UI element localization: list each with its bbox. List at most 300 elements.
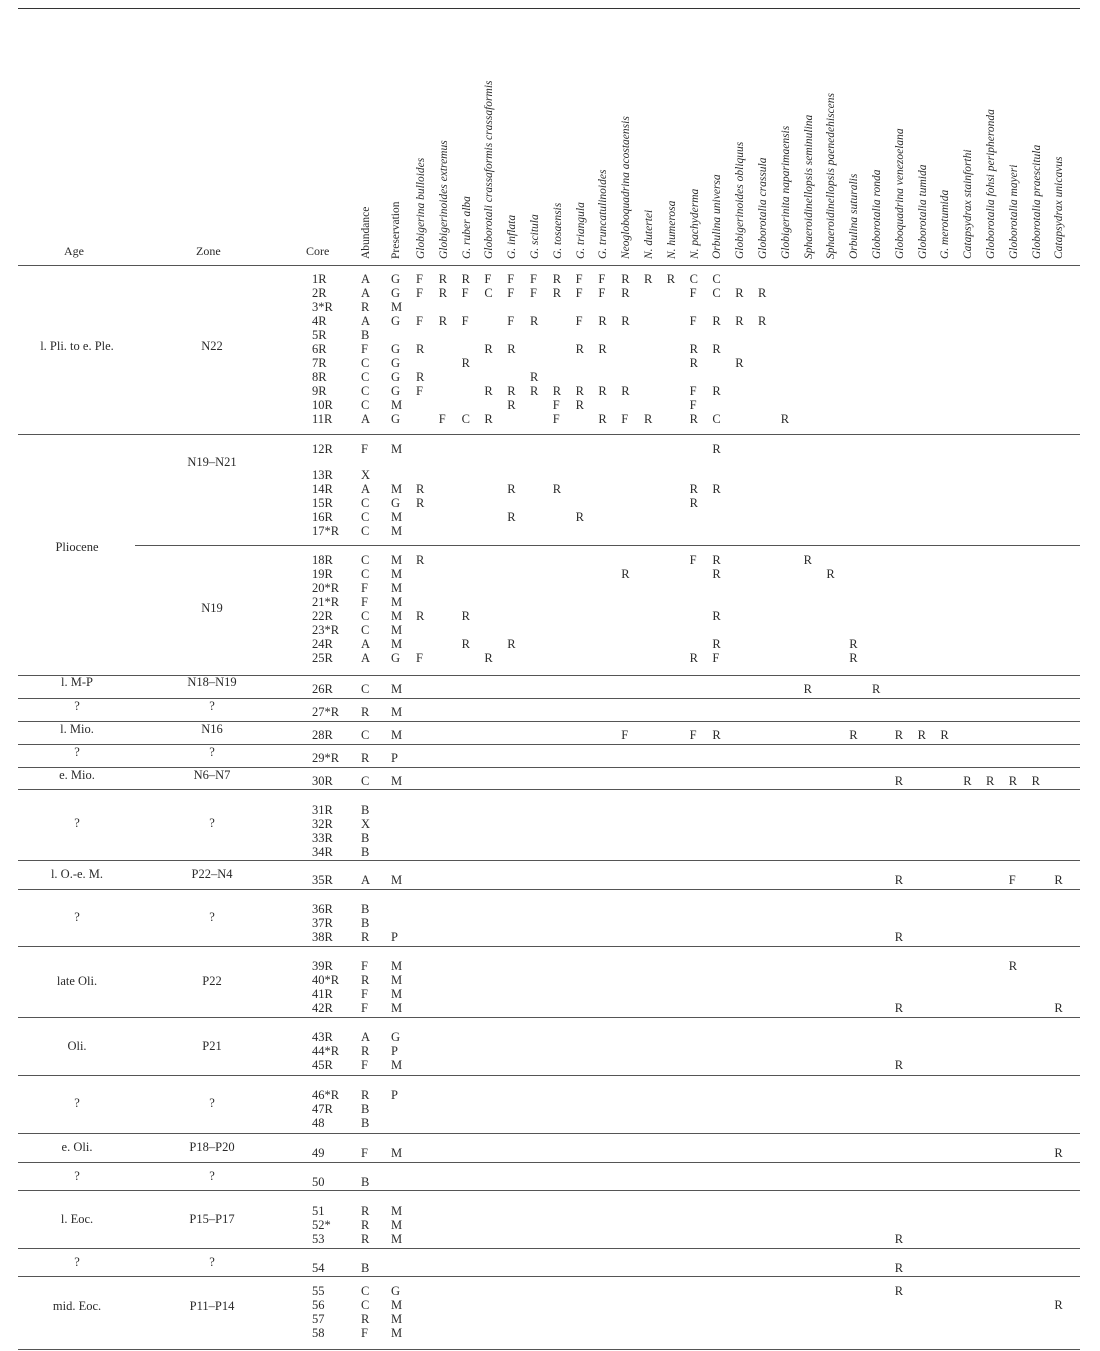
core-id: 8R (312, 370, 327, 384)
species-header: Neogloboquadrina acostaensis (620, 116, 633, 259)
preservation-value: M (391, 442, 403, 456)
species-occurrence: F (621, 728, 629, 742)
preservation-value: M (391, 728, 403, 742)
species-occurrence: F (507, 286, 515, 300)
abundance-value: X (361, 468, 371, 482)
core-id: 21*R (312, 595, 340, 609)
table-rule (18, 265, 1080, 266)
core-id: 11R (312, 412, 333, 426)
age-header: Age (64, 244, 84, 258)
preservation-value: G (391, 314, 401, 328)
age-label: Oli. (67, 1039, 87, 1053)
core-id: 56 (312, 1298, 325, 1312)
species-occurrence: R (575, 398, 584, 412)
species-occurrence: R (803, 682, 812, 696)
species-occurrence: F (575, 314, 583, 328)
abundance-value: C (361, 1298, 370, 1312)
core-id: 33R (312, 831, 333, 845)
species-header: Globorotalia ronda (871, 169, 883, 259)
abundance-value: A (361, 412, 371, 426)
abundance-value: C (361, 774, 370, 788)
core-id: 44*R (312, 1044, 340, 1058)
age-label: mid. Eoc. (52, 1299, 102, 1313)
core-id: 5R (312, 328, 327, 342)
species-occurrence: R (507, 398, 516, 412)
species-occurrence: R (416, 342, 425, 356)
core-id: 26R (312, 682, 333, 696)
zone-label: N18–N19 (187, 675, 237, 689)
zone-label: ? (209, 1169, 215, 1183)
species-occurrence: F (712, 651, 720, 665)
zone-label: N19–N21 (187, 455, 237, 469)
age-label: l. Eoc. (60, 1212, 94, 1226)
core-id: 15R (312, 496, 333, 510)
species-occurrence: F (689, 398, 697, 412)
core-id: 2R (312, 286, 327, 300)
core-id: 50 (312, 1175, 325, 1189)
abundance-value: F (361, 959, 368, 973)
age-label: ? (74, 1169, 80, 1183)
zone-label: ? (209, 745, 215, 759)
species-occurrence: F (461, 314, 469, 328)
abundance-value: R (361, 1218, 370, 1232)
table-rule (18, 675, 1080, 676)
age-label: ? (74, 816, 80, 830)
core-id: 28R (312, 728, 333, 742)
species-occurrence: R (416, 553, 425, 567)
abundance-value: B (361, 845, 370, 859)
species-header: N. dutertei (643, 209, 655, 259)
species-occurrence: R (438, 272, 448, 286)
table-rule (18, 1276, 1080, 1277)
abundance-value: A (361, 272, 371, 286)
species-occurrence: F (530, 286, 537, 300)
species-header: Globorotalia crassula (757, 157, 769, 259)
species-occurrence: R (484, 342, 493, 356)
abundance-value: R (361, 1232, 370, 1246)
table-rule (18, 789, 1080, 790)
species-header: N. humerosa (665, 200, 678, 259)
core-id: 53 (312, 1232, 325, 1246)
core-id: 36R (312, 902, 333, 916)
species-occurrence: R (826, 567, 835, 581)
age-label: ? (74, 1255, 80, 1269)
abundance-value: F (361, 581, 368, 595)
species-occurrence: R (530, 314, 539, 328)
preservation-value: M (391, 1232, 403, 1246)
preservation-value: M (391, 300, 403, 314)
species-occurrence: R (598, 384, 607, 398)
core-id: 43R (312, 1030, 333, 1044)
species-header: Globigerinoides extremus (437, 140, 450, 259)
zone-label: ? (209, 910, 215, 924)
abundance-value: R (361, 1312, 370, 1326)
age-label: ? (74, 910, 80, 924)
core-id: 22R (312, 609, 333, 623)
species-occurrence: R (552, 286, 562, 300)
abundance-value: F (361, 1146, 368, 1160)
preservation-value: M (391, 1204, 403, 1218)
species-occurrence: R (598, 314, 607, 328)
species-occurrence: R (940, 728, 949, 742)
abundance-value: A (361, 286, 371, 300)
species-occurrence: R (1054, 1298, 1063, 1312)
preservation-value: M (391, 1326, 403, 1340)
species-occurrence: F (461, 286, 469, 300)
preservation-value: G (391, 370, 401, 384)
core-id: 23*R (312, 623, 340, 637)
abundance-value: R (361, 1044, 370, 1058)
core-id: 47R (312, 1102, 333, 1116)
core-id: 55 (312, 1284, 325, 1298)
preservation-value: G (391, 1030, 401, 1044)
species-occurrence: R (507, 384, 516, 398)
preservation-value: M (391, 987, 403, 1001)
abundance-value: R (361, 1088, 370, 1102)
abundance-value: A (361, 314, 371, 328)
species-occurrence: F (416, 272, 423, 286)
core-id: 42R (312, 1001, 333, 1015)
abundance-header: Abundance (360, 206, 372, 259)
species-occurrence: R (849, 651, 858, 665)
preservation-value: M (391, 682, 403, 696)
core-id: 18R (312, 553, 333, 567)
preservation-value: P (391, 1044, 398, 1058)
preservation-value: M (391, 637, 403, 651)
table-rule (18, 744, 1080, 745)
core-id: 35R (312, 873, 333, 887)
species-occurrence: R (484, 412, 493, 426)
core-id: 7R (312, 356, 327, 370)
table-rule (18, 767, 1080, 768)
abundance-value: C (361, 524, 370, 538)
preservation-value: M (391, 1058, 403, 1072)
species-occurrence: R (712, 482, 721, 496)
species-occurrence: R (712, 728, 721, 742)
preservation-value: M (391, 1218, 403, 1232)
species-occurrence: R (666, 272, 676, 286)
preservation-value: M (391, 959, 403, 973)
core-id: 24R (312, 637, 333, 651)
abundance-value: C (361, 553, 370, 567)
zone-label: ? (209, 816, 215, 830)
species-occurrence: R (735, 356, 744, 370)
core-id: 4R (312, 314, 327, 328)
core-id: 52* (312, 1218, 331, 1232)
species-occurrence: R (780, 412, 790, 426)
species-header: G. truncatulinoides (597, 169, 610, 259)
preservation-value: M (391, 623, 403, 637)
abundance-value: F (361, 1058, 368, 1072)
preservation-value: M (391, 1001, 403, 1015)
species-occurrence: R (1054, 1001, 1063, 1015)
species-occurrence: R (735, 314, 744, 328)
species-occurrence: R (894, 1261, 904, 1275)
preservation-value: P (391, 930, 398, 944)
species-occurrence: R (530, 384, 539, 398)
species-occurrence: F (507, 314, 515, 328)
species-occurrence: R (894, 1284, 904, 1298)
abundance-value: B (361, 831, 370, 845)
species-occurrence: R (575, 384, 584, 398)
species-occurrence: R (689, 482, 698, 496)
abundance-value: R (361, 930, 370, 944)
core-id: 58 (312, 1326, 325, 1340)
abundance-value: B (361, 1102, 370, 1116)
species-occurrence: F (530, 272, 537, 286)
table-rule (18, 1248, 1080, 1249)
age-label: Pliocene (55, 540, 99, 554)
species-occurrence: F (575, 272, 583, 286)
abundance-value: F (361, 442, 368, 456)
zone-label: P21 (202, 1039, 222, 1053)
species-occurrence: R (894, 1001, 904, 1015)
species-occurrence: R (621, 286, 630, 300)
abundance-value: A (361, 482, 371, 496)
species-occurrence: R (507, 510, 516, 524)
species-header: Sphaeroidinellopsis seminulina (802, 114, 815, 259)
zone-label: P11–P14 (189, 1299, 235, 1313)
abundance-value: R (361, 973, 370, 987)
preservation-value: G (391, 356, 401, 370)
core-id: 3*R (312, 300, 333, 314)
abundance-value: C (361, 370, 370, 384)
species-occurrence: C (461, 412, 470, 426)
abundance-value: C (361, 398, 370, 412)
species-occurrence: R (507, 637, 516, 651)
species-occurrence: F (598, 272, 606, 286)
table-rule (18, 1133, 1080, 1134)
preservation-value: G (391, 286, 401, 300)
preservation-value: M (391, 524, 403, 538)
preservation-value: M (391, 1312, 403, 1326)
species-occurrence: R (416, 609, 425, 623)
core-id: 19R (312, 567, 333, 581)
core-id: 30R (312, 774, 333, 788)
preservation-header: Preservation (390, 201, 402, 259)
abundance-value: C (361, 567, 370, 581)
core-id: 34R (312, 845, 333, 859)
species-header: G. ruber alba (460, 196, 473, 259)
species-occurrence: R (849, 637, 858, 651)
preservation-value: M (391, 510, 403, 524)
species-occurrence: R (552, 384, 562, 398)
species-occurrence: R (758, 314, 767, 328)
core-id: 27*R (312, 705, 340, 719)
abundance-value: C (361, 609, 370, 623)
age-label: l. M-P (61, 675, 93, 689)
species-occurrence: R (552, 482, 562, 496)
table-rule (18, 721, 1080, 722)
species-occurrence: R (484, 384, 493, 398)
core-id: 29*R (312, 751, 340, 765)
species-occurrence: R (894, 873, 904, 887)
species-occurrence: R (712, 553, 721, 567)
zone-label: N16 (201, 722, 223, 736)
preservation-value: G (391, 651, 401, 665)
species-occurrence: R (689, 412, 698, 426)
species-occurrence: R (621, 272, 630, 286)
species-occurrence: C (689, 272, 698, 286)
preservation-value: M (391, 973, 403, 987)
species-header: Catapsydrax unicavus (1053, 156, 1066, 259)
preservation-value: M (391, 873, 403, 887)
preservation-value: M (391, 609, 403, 623)
abundance-value: C (361, 1284, 370, 1298)
species-occurrence: R (894, 728, 904, 742)
species-occurrence: R (712, 609, 721, 623)
zone-label: P22 (202, 974, 222, 988)
species-occurrence: R (552, 272, 562, 286)
preservation-value: G (391, 272, 401, 286)
abundance-value: F (361, 1001, 368, 1015)
species-occurrence: R (416, 496, 425, 510)
species-occurrence: R (735, 286, 744, 300)
preservation-value: M (391, 774, 403, 788)
preservation-value: G (391, 342, 401, 356)
core-id: 25R (312, 651, 333, 665)
table-rule (18, 860, 1080, 861)
species-occurrence: R (712, 567, 721, 581)
table-rule (18, 889, 1080, 890)
species-occurrence: R (712, 342, 721, 356)
species-occurrence: F (689, 286, 697, 300)
species-occurrence: R (507, 342, 516, 356)
species-occurrence: R (598, 342, 607, 356)
species-occurrence: R (689, 651, 698, 665)
core-id: 37R (312, 916, 333, 930)
zone-label: ? (209, 699, 215, 713)
species-occurrence: R (894, 1058, 904, 1072)
species-occurrence: F (621, 412, 629, 426)
species-header: G. triangula (574, 202, 587, 259)
preservation-value: P (391, 1088, 398, 1102)
species-occurrence: F (416, 314, 423, 328)
abundance-value: F (361, 1326, 368, 1340)
core-id: 39R (312, 959, 333, 973)
species-occurrence: R (575, 510, 584, 524)
species-occurrence: F (507, 272, 515, 286)
abundance-value: A (361, 1030, 371, 1044)
species-occurrence: R (803, 553, 812, 567)
species-occurrence: R (894, 1232, 904, 1246)
core-id: 10R (312, 398, 333, 412)
species-occurrence: R (621, 384, 630, 398)
species-occurrence: R (461, 637, 470, 651)
species-occurrence: F (1008, 873, 1016, 887)
species-occurrence: R (963, 774, 972, 788)
preservation-value: M (391, 705, 403, 719)
preservation-value: M (391, 1146, 403, 1160)
species-occurrence: R (712, 442, 721, 456)
species-occurrence: F (552, 398, 560, 412)
species-occurrence: C (484, 286, 493, 300)
core-id: 57 (312, 1312, 325, 1326)
zone-label: N6–N7 (193, 768, 231, 782)
species-occurrence: R (507, 482, 516, 496)
preservation-value: M (391, 567, 403, 581)
preservation-value: M (391, 553, 403, 567)
core-id: 40*R (312, 973, 340, 987)
core-id: 12R (312, 442, 333, 456)
species-occurrence: R (1054, 873, 1063, 887)
core-id: 32R (312, 817, 333, 831)
species-occurrence: C (712, 412, 721, 426)
preservation-value: M (391, 1298, 403, 1312)
species-header: Orbulina suturalis (848, 173, 861, 259)
preservation-value: P (391, 751, 398, 765)
preservation-value: G (391, 496, 401, 510)
species-header: Globorotalia praescitula (1030, 144, 1043, 259)
species-occurrence: R (986, 774, 995, 788)
species-occurrence: R (712, 314, 721, 328)
species-occurrence: F (416, 651, 423, 665)
zone-label: P18–P20 (189, 1140, 235, 1154)
species-occurrence: F (689, 728, 697, 742)
core-id: 13R (312, 468, 333, 482)
species-occurrence: R (689, 342, 698, 356)
species-occurrence: R (644, 412, 653, 426)
zone-label: ? (209, 1255, 215, 1269)
species-header: Globorotalia fohsi peripheronda (985, 109, 997, 259)
species-occurrence: R (621, 567, 630, 581)
abundance-value: C (361, 728, 370, 742)
preservation-value: M (391, 581, 403, 595)
species-occurrence: F (689, 384, 697, 398)
species-occurrence: R (872, 682, 881, 696)
species-occurrence: R (894, 930, 904, 944)
age-label: l. Pli. to e. Ple. (40, 339, 114, 353)
species-occurrence: R (484, 651, 493, 665)
species-header: Orbulina universa (711, 174, 724, 259)
core-id: 49 (312, 1146, 325, 1160)
species-occurrence: C (712, 272, 721, 286)
core-id: 48 (312, 1116, 325, 1130)
species-occurrence: R (689, 356, 698, 370)
species-occurrence: R (416, 370, 425, 384)
species-header: G. inflata (506, 214, 519, 259)
species-occurrence: F (416, 286, 423, 300)
table-rule (18, 946, 1080, 947)
species-occurrence: R (438, 286, 448, 300)
species-occurrence: R (689, 496, 698, 510)
species-occurrence: F (438, 412, 446, 426)
species-occurrence: R (575, 342, 584, 356)
species-occurrence: F (689, 553, 697, 567)
abundance-value: F (361, 987, 368, 1001)
abundance-value: R (361, 300, 370, 314)
species-header: Globigerina bulloides (415, 157, 427, 259)
species-occurrence: F (575, 286, 583, 300)
age-label: l. O.-e. M. (50, 867, 104, 881)
species-occurrence: R (1031, 774, 1040, 788)
species-occurrence: F (416, 384, 423, 398)
species-occurrence: R (621, 314, 630, 328)
table-rule (18, 1075, 1080, 1076)
abundance-value: B (361, 328, 370, 342)
core-id: 6R (312, 342, 327, 356)
species-header: Globorotalia mayeri (1007, 164, 1020, 259)
zone-header: Zone (196, 244, 221, 258)
zone-label: N22 (201, 339, 223, 353)
abundance-value: B (361, 916, 370, 930)
core-id: 51 (312, 1204, 325, 1218)
abundance-value: R (361, 1204, 370, 1218)
abundance-value: B (361, 803, 370, 817)
preservation-value: M (391, 482, 403, 496)
preservation-value: G (391, 1284, 401, 1298)
abundance-value: X (361, 817, 371, 831)
